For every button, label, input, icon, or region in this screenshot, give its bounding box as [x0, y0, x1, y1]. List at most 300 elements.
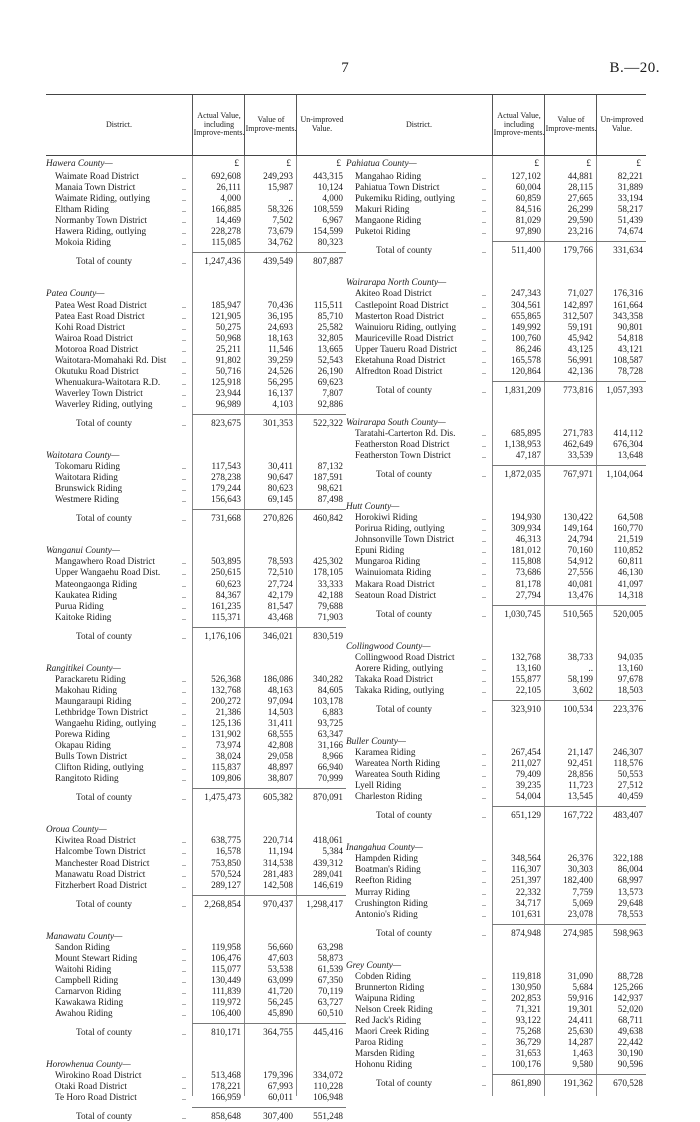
leader-dots: ..	[182, 601, 186, 611]
cell-value: 47,603	[267, 952, 293, 963]
cell-value: 439,312	[313, 857, 343, 868]
cell-value: 1,057,393	[606, 384, 643, 395]
table-row	[346, 300, 646, 311]
leader-dots: ..	[182, 590, 186, 600]
district-name: Featherston Town District	[355, 450, 451, 461]
cell-value: 90,647	[267, 472, 293, 483]
cell-value: 41,720	[267, 985, 293, 996]
cell-value: 54,818	[617, 332, 643, 343]
cell-value: 418,061	[313, 835, 343, 846]
cell-value: 21,386	[215, 706, 241, 717]
cell-value: 111,839	[211, 985, 241, 996]
cell-value: 267,454	[511, 747, 541, 757]
district-name: Sandon Riding	[55, 941, 110, 952]
table-row	[46, 740, 346, 751]
county-heading	[46, 824, 346, 835]
district-name: Antonio's Riding	[355, 908, 418, 919]
header-actual-value: Actual Value, including Improve-ments.	[192, 95, 245, 155]
leader-dots: ..	[482, 811, 486, 821]
county-heading	[46, 663, 346, 674]
table-row	[346, 909, 646, 920]
cell-value: 13,160	[617, 662, 643, 673]
cell-value: 27,724	[267, 578, 293, 589]
cell-value: 106,476	[211, 952, 241, 963]
leader-dots: ..	[482, 322, 486, 332]
header-actual-value: Actual Value, including Improve-ments.	[492, 95, 545, 155]
cell-value: 27,794	[515, 589, 541, 600]
currency-symbol: £	[234, 158, 239, 168]
cell-value: 71,027	[567, 288, 593, 299]
cell-value: 181,012	[511, 545, 541, 556]
leader-dots: ..	[182, 1071, 186, 1081]
cell-value: 28,856	[567, 769, 593, 780]
cell-value: 179,766	[563, 245, 593, 256]
cell-value: 131,902	[211, 729, 241, 740]
currency-symbol: £	[286, 158, 291, 168]
cell-value: 182,400	[563, 875, 593, 886]
cell-value: 24,794	[567, 534, 593, 545]
cell-value: 46,130	[617, 567, 643, 578]
county-name: Pahiatua County—	[346, 158, 417, 168]
county-heading	[346, 158, 646, 169]
cell-value: 92,451	[567, 758, 593, 769]
cell-value: 142,897	[563, 299, 593, 310]
district-name: Mangahao Riding	[355, 171, 422, 182]
cell-value: 870,091	[313, 792, 343, 803]
leader-dots: ..	[182, 1082, 186, 1092]
table-row	[346, 1037, 646, 1048]
district-name: Charleston Riding	[355, 791, 423, 802]
district-name: Patea West Road District	[55, 299, 147, 310]
leader-dots: ..	[482, 513, 486, 523]
total-rule	[192, 1107, 346, 1108]
cell-value: 36,729	[515, 1037, 541, 1048]
leader-dots: ..	[482, 300, 486, 310]
cell-value: 250,615	[211, 567, 241, 578]
cell-value: 70,119	[318, 985, 343, 996]
cell-value: 551,248	[313, 1111, 343, 1122]
cell-value: 156,643	[211, 494, 241, 505]
leader-dots: ..	[182, 612, 186, 622]
cell-value: 46,313	[515, 534, 541, 545]
leader-dots: ..	[182, 322, 186, 332]
cell-value: 178,105	[313, 567, 343, 578]
cell-value: 61,539	[317, 963, 343, 974]
total-rule	[492, 605, 646, 606]
header-improvements: Value of Improve-ments.	[544, 95, 597, 155]
cell-value: 10,124	[317, 182, 343, 193]
cell-value: 70,436	[267, 299, 293, 310]
district-name: Collingwood Road District	[355, 651, 455, 662]
leader-dots: ..	[482, 993, 486, 1003]
cell-value: 249,293	[263, 171, 293, 182]
cell-value: 187,591	[313, 472, 343, 483]
district-name: Carnarvon Riding	[55, 985, 122, 996]
district-name: Maori Creek Riding	[355, 1026, 429, 1036]
leader-dots: ..	[482, 1027, 486, 1036]
table-row	[46, 193, 346, 204]
total-label: Total of county	[376, 245, 432, 256]
district-name: Paroa Riding	[355, 1037, 404, 1048]
district-name: Kohi Road District	[55, 321, 125, 332]
cell-value: 304,561	[511, 299, 541, 310]
cell-value: 119,972	[211, 997, 241, 1007]
cell-value: 58,326	[267, 204, 293, 215]
district-name: Manaia Town District	[55, 182, 136, 193]
cell-value: 87,132	[317, 461, 343, 472]
cell-value: 103,178	[313, 695, 343, 706]
cell-value: 149,164	[563, 523, 593, 534]
cell-value: 56,660	[267, 941, 293, 952]
table-row	[346, 534, 646, 545]
county-heading	[46, 545, 346, 556]
table-row	[346, 204, 646, 215]
total-rule	[192, 252, 346, 253]
cell-value: 246,307	[613, 747, 643, 757]
cell-value: 79,688	[317, 600, 343, 611]
cell-value: 110,852	[613, 545, 643, 556]
cell-value: 23,078	[567, 908, 593, 919]
leader-dots: ..	[482, 246, 486, 256]
leader-dots: ..	[182, 238, 186, 248]
district-name: Porewa Riding	[55, 729, 110, 740]
district-name: Bulls Town District	[55, 751, 128, 762]
table-row	[346, 428, 646, 439]
leader-dots: ..	[182, 388, 186, 398]
cell-value: 858,648	[211, 1111, 241, 1122]
district-name: Johnsonville Town District	[355, 534, 455, 545]
district-name: Mokoia Riding	[55, 237, 111, 248]
table-row	[46, 461, 346, 472]
district-name: Aorere Riding, outlying	[355, 662, 444, 673]
leader-dots: ..	[482, 535, 486, 545]
cell-value: 1,463	[572, 1048, 593, 1059]
cell-value: 14,318	[617, 589, 643, 600]
table-row	[346, 512, 646, 523]
table-row	[346, 1026, 646, 1037]
total-row	[346, 928, 646, 939]
district-name: Eketahuna Road District	[355, 354, 446, 365]
cell-value: 59,916	[567, 992, 593, 1003]
cell-value: 5,384	[322, 846, 343, 857]
table-row	[46, 494, 346, 505]
district-name: Otaki Road District	[55, 1081, 127, 1092]
cell-value: 13,648	[617, 450, 643, 461]
table-row	[346, 322, 646, 333]
leader-dots: ..	[482, 1079, 486, 1089]
cell-value: 483,407	[613, 810, 643, 821]
table-row	[46, 718, 346, 729]
cell-value: 58,873	[317, 952, 343, 963]
cell-value: 41,097	[617, 578, 643, 589]
district-name: Mangaone Riding	[355, 215, 422, 226]
total-row	[46, 899, 346, 910]
cell-value: 68,711	[618, 1014, 643, 1025]
cell-value: 60,811	[618, 556, 643, 567]
district-name: Red Jack's Riding	[355, 1014, 421, 1025]
cell-value: 45,942	[567, 332, 593, 343]
district-name: Reefton Riding	[355, 875, 412, 886]
table-row	[346, 758, 646, 769]
district-name: Campbell Riding	[55, 974, 119, 985]
leader-dots: ..	[482, 428, 486, 438]
table-row	[346, 652, 646, 663]
cell-value: 13,665	[317, 343, 343, 354]
table-row	[346, 769, 646, 780]
table-row	[346, 439, 646, 450]
cell-value: 60,623	[215, 578, 241, 589]
cell-value: 314,538	[263, 857, 293, 868]
leader-dots: ..	[182, 366, 186, 376]
cell-value: 63,727	[317, 997, 343, 1007]
leader-dots: ..	[182, 344, 186, 354]
cell-value: 289,041	[313, 868, 343, 879]
table-row	[346, 674, 646, 685]
cell-value: 81,178	[515, 578, 541, 589]
leader-dots: ..	[182, 194, 186, 204]
leader-dots: ..	[482, 385, 486, 395]
cell-value: 773,816	[563, 384, 593, 395]
cell-value: 4,103	[272, 398, 293, 409]
total-rule	[492, 241, 646, 242]
district-name: Waitotara-Momahaki Rd. Dist	[55, 354, 167, 365]
cell-value: 5,684	[572, 981, 593, 992]
total-rule	[492, 700, 646, 701]
cell-value: 223,376	[613, 703, 643, 714]
cell-value: 30,411	[268, 461, 293, 472]
cell-value: 91,802	[215, 354, 241, 365]
cell-value: 830,519	[313, 630, 343, 641]
table-row	[46, 997, 346, 1008]
cell-value: 278,238	[211, 472, 241, 483]
leader-dots: ..	[482, 590, 486, 600]
cell-value: 251,397	[511, 875, 541, 886]
total-rule	[192, 788, 346, 789]
leader-dots: ..	[482, 216, 486, 226]
district-name: Brunnerton Riding	[355, 981, 425, 992]
total-label: Total of county	[376, 927, 432, 938]
cell-value: 29,590	[567, 215, 593, 226]
cell-value: 82,221	[617, 171, 643, 182]
cell-value: 346,021	[263, 630, 293, 641]
cell-value: 179,244	[211, 483, 241, 494]
cell-value: 9,580	[572, 1059, 593, 1070]
cell-value: 16,137	[267, 387, 293, 398]
leader-dots: ..	[182, 998, 186, 1007]
leader-dots: ..	[482, 770, 486, 780]
leader-dots: ..	[482, 344, 486, 354]
table-row	[346, 333, 646, 344]
district-name: Takaka Riding, outlying	[355, 684, 444, 695]
leader-dots: ..	[182, 1009, 186, 1019]
district-name: Makara Road District	[355, 578, 435, 589]
cell-value: 511,400	[511, 245, 541, 256]
table-row	[46, 1092, 346, 1103]
cell-value: 861,890	[511, 1078, 541, 1089]
table-row	[346, 567, 646, 578]
cell-value: 211,027	[511, 758, 541, 769]
table-row	[46, 215, 346, 226]
cell-value: 60,004	[515, 182, 541, 193]
county-heading	[46, 931, 346, 942]
cell-value: 86,004	[617, 864, 643, 875]
cell-value: 110,228	[313, 1081, 343, 1092]
cell-value: 823,675	[211, 418, 241, 428]
table-row	[346, 1048, 646, 1059]
cell-value: 18,163	[267, 332, 293, 343]
table-row	[46, 355, 346, 366]
cell-value: 52,020	[617, 1003, 643, 1014]
cell-value: 692,608	[211, 171, 241, 182]
cell-value: 78,553	[617, 908, 643, 919]
cell-value: 503,895	[211, 556, 241, 567]
cell-value: 86,246	[515, 343, 541, 354]
leader-dots: ..	[482, 652, 486, 662]
district-name: Motoroa Road District	[55, 343, 139, 354]
leader-dots: ..	[182, 964, 186, 974]
cell-value: 26,299	[567, 204, 593, 215]
total-rule	[492, 381, 646, 382]
cell-value: 101,631	[511, 908, 541, 919]
cell-value: 100,176	[511, 1059, 541, 1070]
table-row	[46, 1070, 346, 1081]
total-row	[346, 469, 646, 480]
leader-dots: ..	[482, 887, 486, 897]
cell-value: 56,991	[567, 354, 593, 365]
table-row	[46, 773, 346, 784]
cell-value: 130,422	[563, 512, 593, 523]
district-name: Cobden Riding	[355, 970, 411, 981]
cell-value: 71,321	[515, 1003, 541, 1014]
cell-value: 176,316	[613, 288, 643, 299]
column-headers	[46, 94, 346, 156]
leader-dots: ..	[182, 953, 186, 963]
cell-value: 270,826	[263, 513, 293, 524]
total-row	[346, 609, 646, 620]
table-row	[46, 300, 346, 311]
leader-dots: ..	[482, 876, 486, 886]
cell-value: 115,085	[211, 237, 241, 248]
district-name: Te Horo Road District	[55, 1092, 137, 1103]
total-row	[46, 256, 346, 267]
cell-value: 26,111	[216, 182, 241, 193]
cell-value: 307,400	[263, 1111, 293, 1122]
leader-dots: ..	[482, 781, 486, 791]
table-row	[346, 311, 646, 322]
district-name: Epuni Riding	[355, 545, 405, 556]
cell-value: 16,578	[215, 846, 241, 857]
county-name: Buller County—	[346, 735, 406, 746]
cell-value: 97,890	[515, 226, 541, 237]
total-row	[346, 245, 646, 256]
cell-value: 161,664	[613, 299, 643, 310]
leader-dots: ..	[482, 546, 486, 556]
table-row	[46, 579, 346, 590]
cell-value: 50,553	[617, 769, 643, 780]
county-heading	[346, 501, 646, 512]
leader-dots: ..	[182, 579, 186, 589]
district-name: Kaitoke Riding	[55, 611, 112, 622]
cell-value: 115,808	[511, 556, 541, 567]
total-label: Total of county	[376, 608, 432, 619]
cell-value: 439,549	[263, 256, 293, 267]
cell-value: 28,115	[568, 182, 593, 193]
currency-symbol: £	[336, 158, 341, 168]
district-name: Akiteo Road District	[355, 288, 432, 299]
leader-dots: ..	[182, 774, 186, 784]
cell-value: 93,725	[317, 718, 343, 728]
leader-dots: ..	[182, 1028, 186, 1038]
cell-value: 25,582	[317, 321, 343, 332]
leader-dots: ..	[482, 898, 486, 908]
leader-dots: ..	[482, 609, 486, 619]
cell-value: 118,576	[613, 758, 643, 769]
cell-value: 807,887	[313, 256, 343, 267]
leader-dots: ..	[482, 1015, 486, 1025]
leader-dots: ..	[182, 719, 186, 728]
county-name: Collingwood County—	[346, 640, 431, 651]
table-row	[346, 1004, 646, 1015]
district-name: Upper Wangaehu Road Dist.	[55, 567, 161, 578]
county-name: Inangahua County—	[346, 842, 423, 853]
cell-value: 72,510	[267, 567, 293, 578]
cell-value: 43,468	[267, 611, 293, 622]
cell-value: 6,967	[322, 215, 343, 226]
table-row	[346, 898, 646, 909]
leader-dots: ..	[482, 685, 486, 695]
cell-value: 1,298,417	[306, 898, 343, 909]
cell-value: 11,723	[568, 780, 593, 791]
cell-value: 33,194	[617, 193, 643, 204]
cell-value: 97,678	[617, 673, 643, 684]
total-rule	[192, 414, 346, 415]
cell-value: 132,768	[211, 684, 241, 695]
cell-value: 63,347	[317, 729, 343, 740]
cell-value: 73,686	[515, 567, 541, 578]
cell-value: 13,573	[617, 886, 643, 897]
leader-dots: ..	[182, 1112, 186, 1122]
county-heading	[46, 158, 346, 169]
table-row	[346, 993, 646, 1004]
total-rule	[492, 924, 646, 925]
district-name: Wareatea South Riding	[355, 769, 440, 780]
table-row	[46, 171, 346, 182]
district-name: Maungaraupi Riding	[55, 695, 132, 706]
cell-value: 90,801	[617, 321, 643, 332]
cell-value: 115,077	[211, 963, 241, 974]
cell-value: 120,864	[511, 365, 541, 376]
cell-value: 93,122	[515, 1014, 541, 1025]
leader-dots: ..	[182, 899, 186, 909]
table-row	[346, 556, 646, 567]
cell-value: 38,733	[567, 651, 593, 662]
cell-value: 81,547	[267, 600, 293, 611]
cell-value: 15,987	[267, 182, 293, 193]
cell-value: 69,623	[317, 376, 343, 387]
header-unimproved: Un-improved Value.	[296, 95, 347, 155]
cell-value: 119,818	[511, 970, 541, 981]
cell-value: 312,507	[563, 310, 593, 321]
cell-value: 49,638	[617, 1026, 643, 1036]
table-row	[346, 215, 646, 226]
district-name: Normanby Town District	[55, 215, 148, 226]
district-name: Seatoun Road District	[355, 589, 437, 600]
district-name: Okapau Riding	[55, 740, 111, 751]
cell-value: 54,912	[567, 556, 593, 567]
table-row	[46, 942, 346, 953]
leader-dots: ..	[182, 257, 186, 267]
cell-value: 4,000	[322, 193, 343, 204]
